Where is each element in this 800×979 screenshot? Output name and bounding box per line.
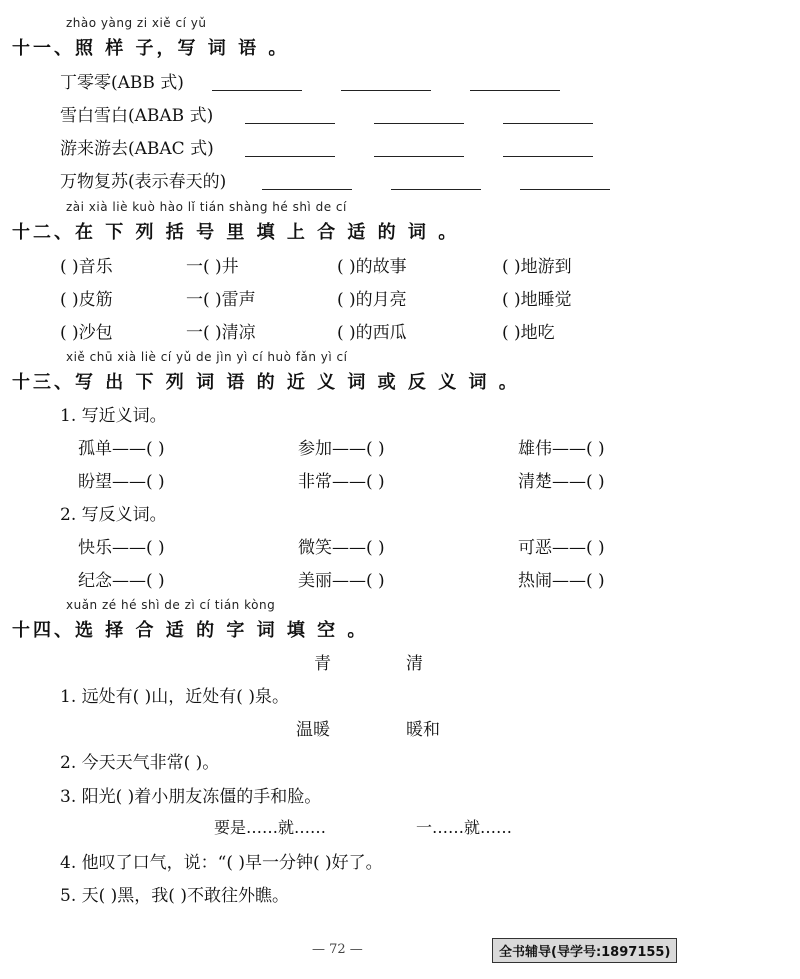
- s13-syn-5[interactable]: 非常——( ): [298, 472, 385, 492]
- s13-sub2: 2. 写反义词。: [60, 505, 167, 525]
- s11-item-2: 雪白雪白(ABAB 式): [60, 106, 214, 126]
- guide-badge: 全书辅导(导学号:1897155): [492, 938, 677, 963]
- s12-pinyin: zài xià liè kuò hào lǐ tián shàng hé shì de cí: [66, 200, 347, 214]
- s12-r1-c3[interactable]: ( )的故事: [337, 257, 407, 277]
- option-qing1: 青: [314, 654, 331, 674]
- s12-r3-c3[interactable]: ( )的西瓜: [337, 323, 407, 343]
- answer-blank[interactable]: [245, 122, 335, 124]
- s12-r2-c4[interactable]: ( )地睡觉: [502, 290, 572, 310]
- s13-ant-1[interactable]: 快乐——( ): [78, 538, 165, 558]
- s11-item-3: 游来游去(ABAC 式): [60, 139, 214, 159]
- s13-ant-2[interactable]: 微笑——( ): [298, 538, 385, 558]
- option-yaoshi-jiu: 要是……就……: [214, 818, 327, 837]
- s14-q5[interactable]: 5. 天( )黑，我( )不敢往外瞧。: [60, 886, 289, 906]
- s13-syn-2[interactable]: 参加——( ): [298, 439, 385, 459]
- s13-ant-4[interactable]: 纪念——( ): [78, 571, 165, 591]
- s14-q2[interactable]: 2. 今天天气非常( )。: [60, 753, 220, 773]
- s14-q1[interactable]: 1. 远处有( )山，近处有( )泉。: [60, 687, 289, 707]
- s14-q4[interactable]: 4. 他叹了口气，说：“( )早一分钟( )好了。: [60, 853, 383, 873]
- s12-title: 十二、在 下 列 括 号 里 填 上 合 适 的 词 。: [12, 222, 460, 243]
- s14-pinyin: xuǎn zé hé shì de zì cí tián kòng: [66, 598, 276, 612]
- s11-title: 十一、照 样 子，写 词 语 。: [12, 38, 290, 59]
- s11-item-1: 丁零零(ABB 式): [60, 73, 184, 93]
- s13-ant-5[interactable]: 美丽——( ): [298, 571, 385, 591]
- s12-r1-c4[interactable]: ( )地游到: [502, 257, 572, 277]
- option-yi-jiu: 一……就……: [416, 818, 513, 837]
- s14-q3[interactable]: 3. 阳光( )着小朋友冻僵的手和脸。: [60, 787, 322, 807]
- s11-pinyin: zhào yàng zi xiě cí yǔ: [66, 16, 207, 30]
- option-wennuan: 温暖: [296, 720, 330, 740]
- answer-blank[interactable]: [470, 89, 560, 91]
- s13-syn-1[interactable]: 孤单——( ): [78, 439, 165, 459]
- s12-r3-c1[interactable]: ( )沙包: [60, 323, 113, 343]
- s13-sub1: 1. 写近义词。: [60, 406, 167, 426]
- answer-blank[interactable]: [503, 122, 593, 124]
- s13-syn-4[interactable]: 盼望——( ): [78, 472, 165, 492]
- s13-syn-6[interactable]: 清楚——( ): [518, 472, 605, 492]
- answer-blank[interactable]: [212, 89, 302, 91]
- s13-pinyin: xiě chū xià liè cí yǔ de jìn yì cí huò fǎn yì cí: [66, 350, 348, 364]
- s12-r1-c2[interactable]: 一( )井: [186, 257, 239, 277]
- answer-blank[interactable]: [503, 155, 593, 157]
- answer-blank[interactable]: [341, 89, 431, 91]
- option-qing2: 清: [406, 654, 423, 674]
- answer-blank[interactable]: [520, 188, 610, 190]
- s12-r2-c2[interactable]: 一( )雷声: [186, 290, 256, 310]
- s13-ant-6[interactable]: 热闹——( ): [518, 571, 605, 591]
- answer-blank[interactable]: [391, 188, 481, 190]
- option-nuanhuo: 暖和: [406, 720, 440, 740]
- page-number: — 72 —: [312, 942, 363, 957]
- s13-syn-3[interactable]: 雄伟——( ): [518, 439, 605, 459]
- answer-blank[interactable]: [374, 155, 464, 157]
- s13-title: 十三、写 出 下 列 词 语 的 近 义 词 或 反 义 词 。: [12, 372, 520, 393]
- s12-r1-c1[interactable]: ( )音乐: [60, 257, 113, 277]
- s14-title: 十四、选 择 合 适 的 字 词 填 空 。: [12, 620, 369, 641]
- s13-ant-3[interactable]: 可恶——( ): [518, 538, 605, 558]
- s12-r3-c2[interactable]: 一( )清凉: [186, 323, 256, 343]
- s12-r3-c4[interactable]: ( )地吃: [502, 323, 555, 343]
- answer-blank[interactable]: [245, 155, 335, 157]
- s12-r2-c3[interactable]: ( )的月亮: [337, 290, 407, 310]
- s11-item-4: 万物复苏(表示春天的): [60, 172, 227, 192]
- s12-r2-c1[interactable]: ( )皮筋: [60, 290, 113, 310]
- answer-blank[interactable]: [374, 122, 464, 124]
- answer-blank[interactable]: [262, 188, 352, 190]
